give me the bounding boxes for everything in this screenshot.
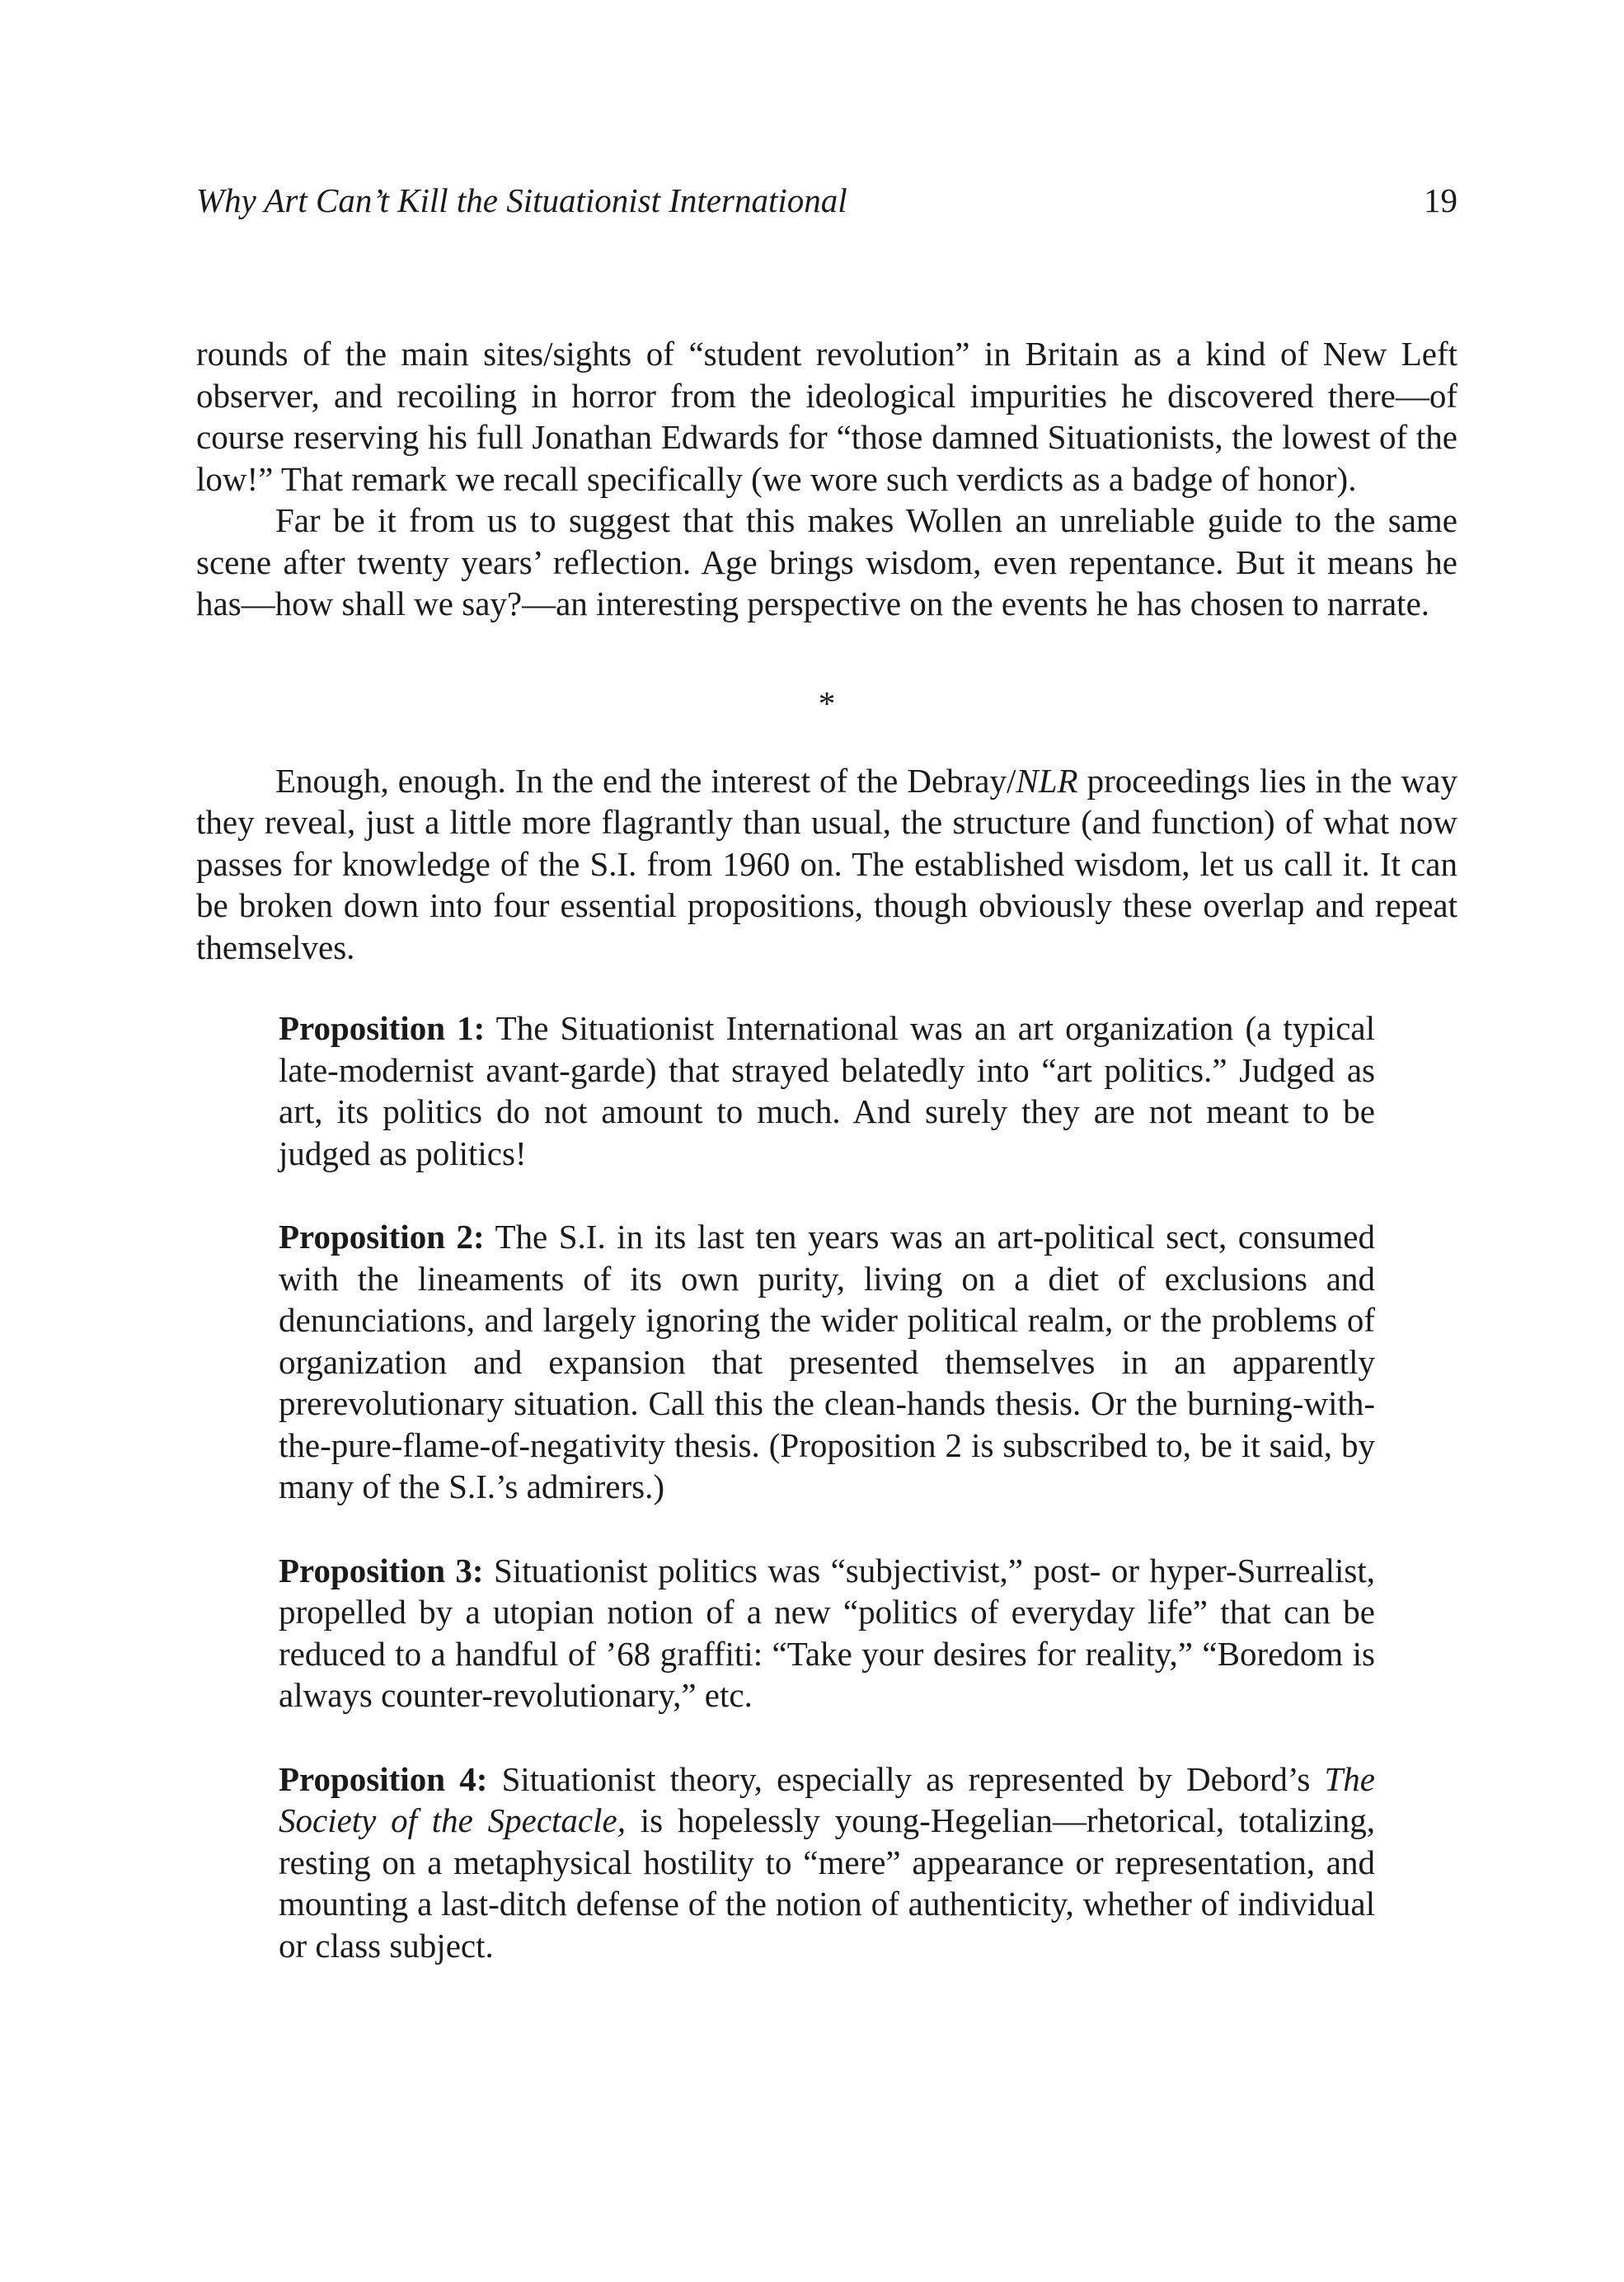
proposition-text: The S.I. in its last ten years was an art-political sect, consumed with the lineaments of its own purity, living on a diet of exclusions and denunciations, and largely ignoring the wider political realm, or the problems of organization and expansion that presented themselves in an apparently prerevolutionary situation. Call this the clean-hands thesis. Or the burning-with-the-pure-flame-of-negativity thesis. (Proposition 2 is subscribed to, be it said, by many of the S.I.’s admirers.) — [279, 1218, 1376, 1505]
proposition-text: The Situationist International was an art organization (a typical late-modernist avant-garde) that strayed belatedly into “art politics.” Judged as art, its politics do not amount to much. And surely they are not meant to be judged as politics! — [279, 1009, 1375, 1172]
page-number: 19 — [1424, 181, 1457, 219]
paragraph-established-wisdom — [196, 760, 1457, 969]
proposition-1 — [279, 1007, 1375, 1174]
proposition-3 — [279, 1550, 1375, 1716]
running-title: Why Art Can’t Kill the Situationist International — [196, 181, 847, 219]
section-break-asterisk: * — [818, 683, 836, 722]
proposition-text-after: is hopelessly young-Hegelian—rhetorical, totalizing, resting on a metaphysical hostility to “mere” appearance or representation, and mounting a last-ditch defense of the notion of authenticity, whether of individual or class subject. — [279, 1801, 1376, 1965]
proposition-label: Proposition 4: — [279, 1759, 488, 1798]
proposition-label: Proposition 2: — [279, 1218, 485, 1256]
paragraph-continued: rounds of the main sites/sights of “student revolution” in Britain as a kind of New Left observer, and recoiling in horror from the ideological impurities he discovered there—of course reserving his full Jonathan Edwards for “those damned Situationists, the lowest of the low!” That remark we recall specifically (we wore such verdicts as a badge of honor). — [196, 335, 1457, 498]
proposition-text-before: Situationist theory, especially as represented by Debord’s — [487, 1759, 1325, 1798]
proposition-2 — [279, 1216, 1375, 1508]
journal-title-nlr: NLR — [1016, 761, 1078, 800]
body-text — [196, 333, 1457, 1966]
running-head — [196, 176, 1457, 225]
paragraph-wollen: Far be it from us to suggest that this makes Wollen an unreliable guide to the same scene after twenty years’ reflection. Age brings wisdom, even repentance. But it means he has—how shall we say?—an interesting perspective on the events he has chosen to narrate. — [196, 501, 1457, 622]
paragraph-text-after: proceedings lies in the way they reveal, just a little more flagrantly than usual, the structure (and function) of what now passes for knowledge of the S.I. from 1960 on. The established wisdom, let us call it. It can be broken down into four essential propositions, though obviously these overlap and repeat themselves. — [196, 761, 1457, 966]
paragraph-text-before: Enough, enough. In the end the interest of the Debray/ — [275, 761, 1016, 800]
proposition-text: Situationist politics was “subjectivist,” post- or hyper-Surrealist, propelled by a utopian notion of a new “politics of everyday life” that can be reduced to a handful of ’68 graffiti: “Take your desires for reality,” “Boredom is always counter-revolutionary,” etc. — [279, 1551, 1375, 1714]
proposition-label: Proposition 3: — [279, 1551, 484, 1589]
proposition-4 — [279, 1758, 1375, 1967]
proposition-label: Proposition 1: — [279, 1009, 486, 1047]
book-title-society-of-the-spectacle: The Society of the Spectacle, — [279, 1759, 1375, 1839]
